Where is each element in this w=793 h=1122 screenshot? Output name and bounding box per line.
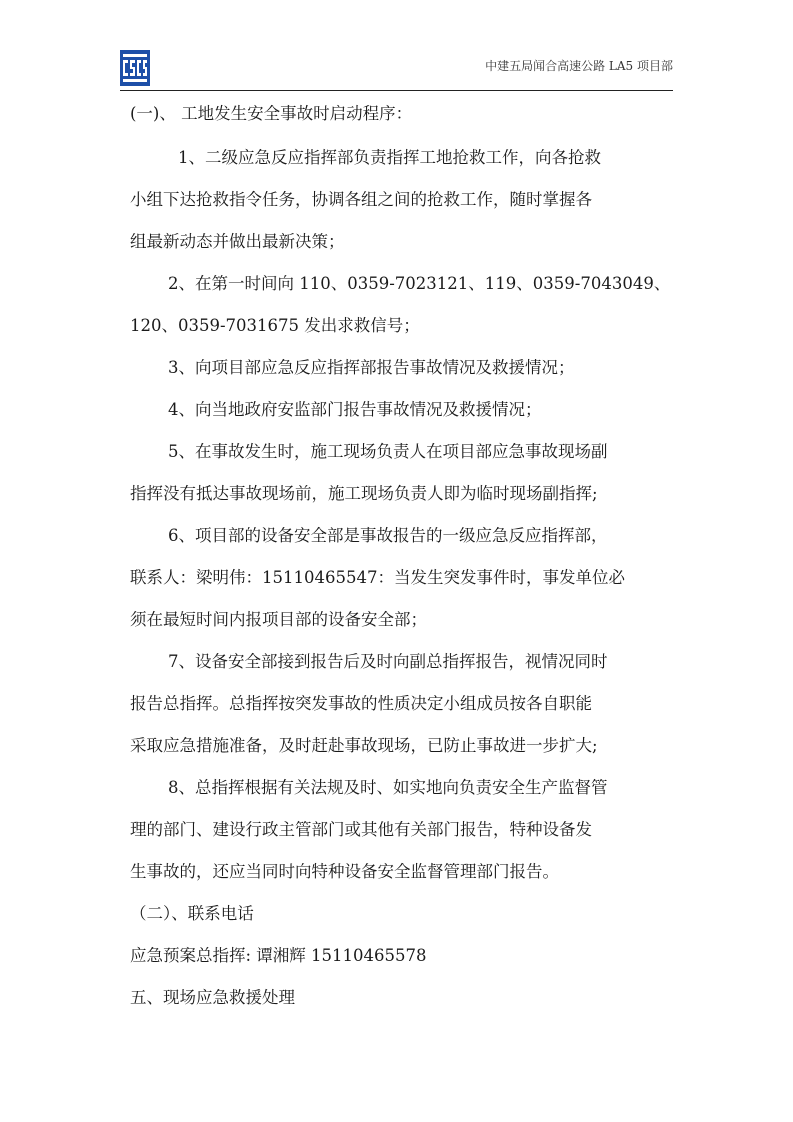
item-8-line-3: 生事故的，还应当同时向特种设备安全监督管理部门报告。 bbox=[130, 862, 559, 881]
item-7-line-2: 报告总指挥。总指挥按突发事故的性质决定小组成员按各自职能 bbox=[130, 694, 592, 713]
item-6-line-3: 须在最短时间内报项目部的设备安全部； bbox=[130, 610, 427, 629]
item-1-line-3: 组最新动态并做出最新决策； bbox=[130, 232, 345, 251]
item-5-line-1: 5、在事故发生时，施工现场负责人在项目部应急事故现场副 bbox=[168, 442, 608, 461]
section-heading-1: (一)、 工地发生安全事故时启动程序： bbox=[130, 104, 413, 123]
section-heading-5: 五、现场应急救援处理 bbox=[130, 988, 295, 1007]
item-2-line-1: 2、在第一时间向 110、0359-7023121、119、0359-7043049、 bbox=[168, 274, 671, 293]
cscec-logo bbox=[120, 50, 150, 86]
item-6-line-2: 联系人：梁明伟：15110465547：当发生突发事件时，事发单位必 bbox=[130, 568, 625, 587]
item-8-line-1: 8、总指挥根据有关法规及时、如实地向负责安全生产监督管 bbox=[168, 778, 608, 797]
section-heading-2: （二）、联系电话 bbox=[130, 904, 254, 923]
item-1-line-2: 小组下达抢救指令任务，协调各组之间的抢救工作，随时掌握各 bbox=[130, 190, 592, 209]
item-4: 4、向当地政府安监部门报告事故情况及救援情况； bbox=[168, 400, 542, 419]
header-title: 中建五局闻合高速公路 LA5 项目部 bbox=[485, 59, 673, 73]
contact-line: 应急预案总指挥: 谭湘辉 15110465578 bbox=[130, 946, 427, 965]
item-7-line-3: 采取应急措施准备，及时赶赴事故现场，已防止事故进一步扩大; bbox=[130, 736, 598, 755]
item-2-line-2: 120、0359-7031675 发出求救信号； bbox=[130, 316, 420, 335]
item-5-line-2: 指挥没有抵达事故现场前，施工现场负责人即为临时现场副指挥; bbox=[130, 484, 598, 503]
item-3: 3、向项目部应急反应指挥部报告事故情况及救援情况； bbox=[168, 358, 575, 377]
item-8-line-2: 理的部门、建设行政主管部门或其他有关部门报告，特种设备发 bbox=[130, 820, 592, 839]
item-7-line-1: 7、设备安全部接到报告后及时向副总指挥报告，视情况同时 bbox=[168, 652, 608, 671]
page-header bbox=[120, 48, 673, 91]
item-6-line-1: 6、项目部的设备安全部是事故报告的一级应急反应指挥部， bbox=[168, 526, 608, 545]
item-1-line-1: 1、二级应急反应指挥部负责指挥工地抢救工作，向各抢救 bbox=[178, 148, 601, 167]
